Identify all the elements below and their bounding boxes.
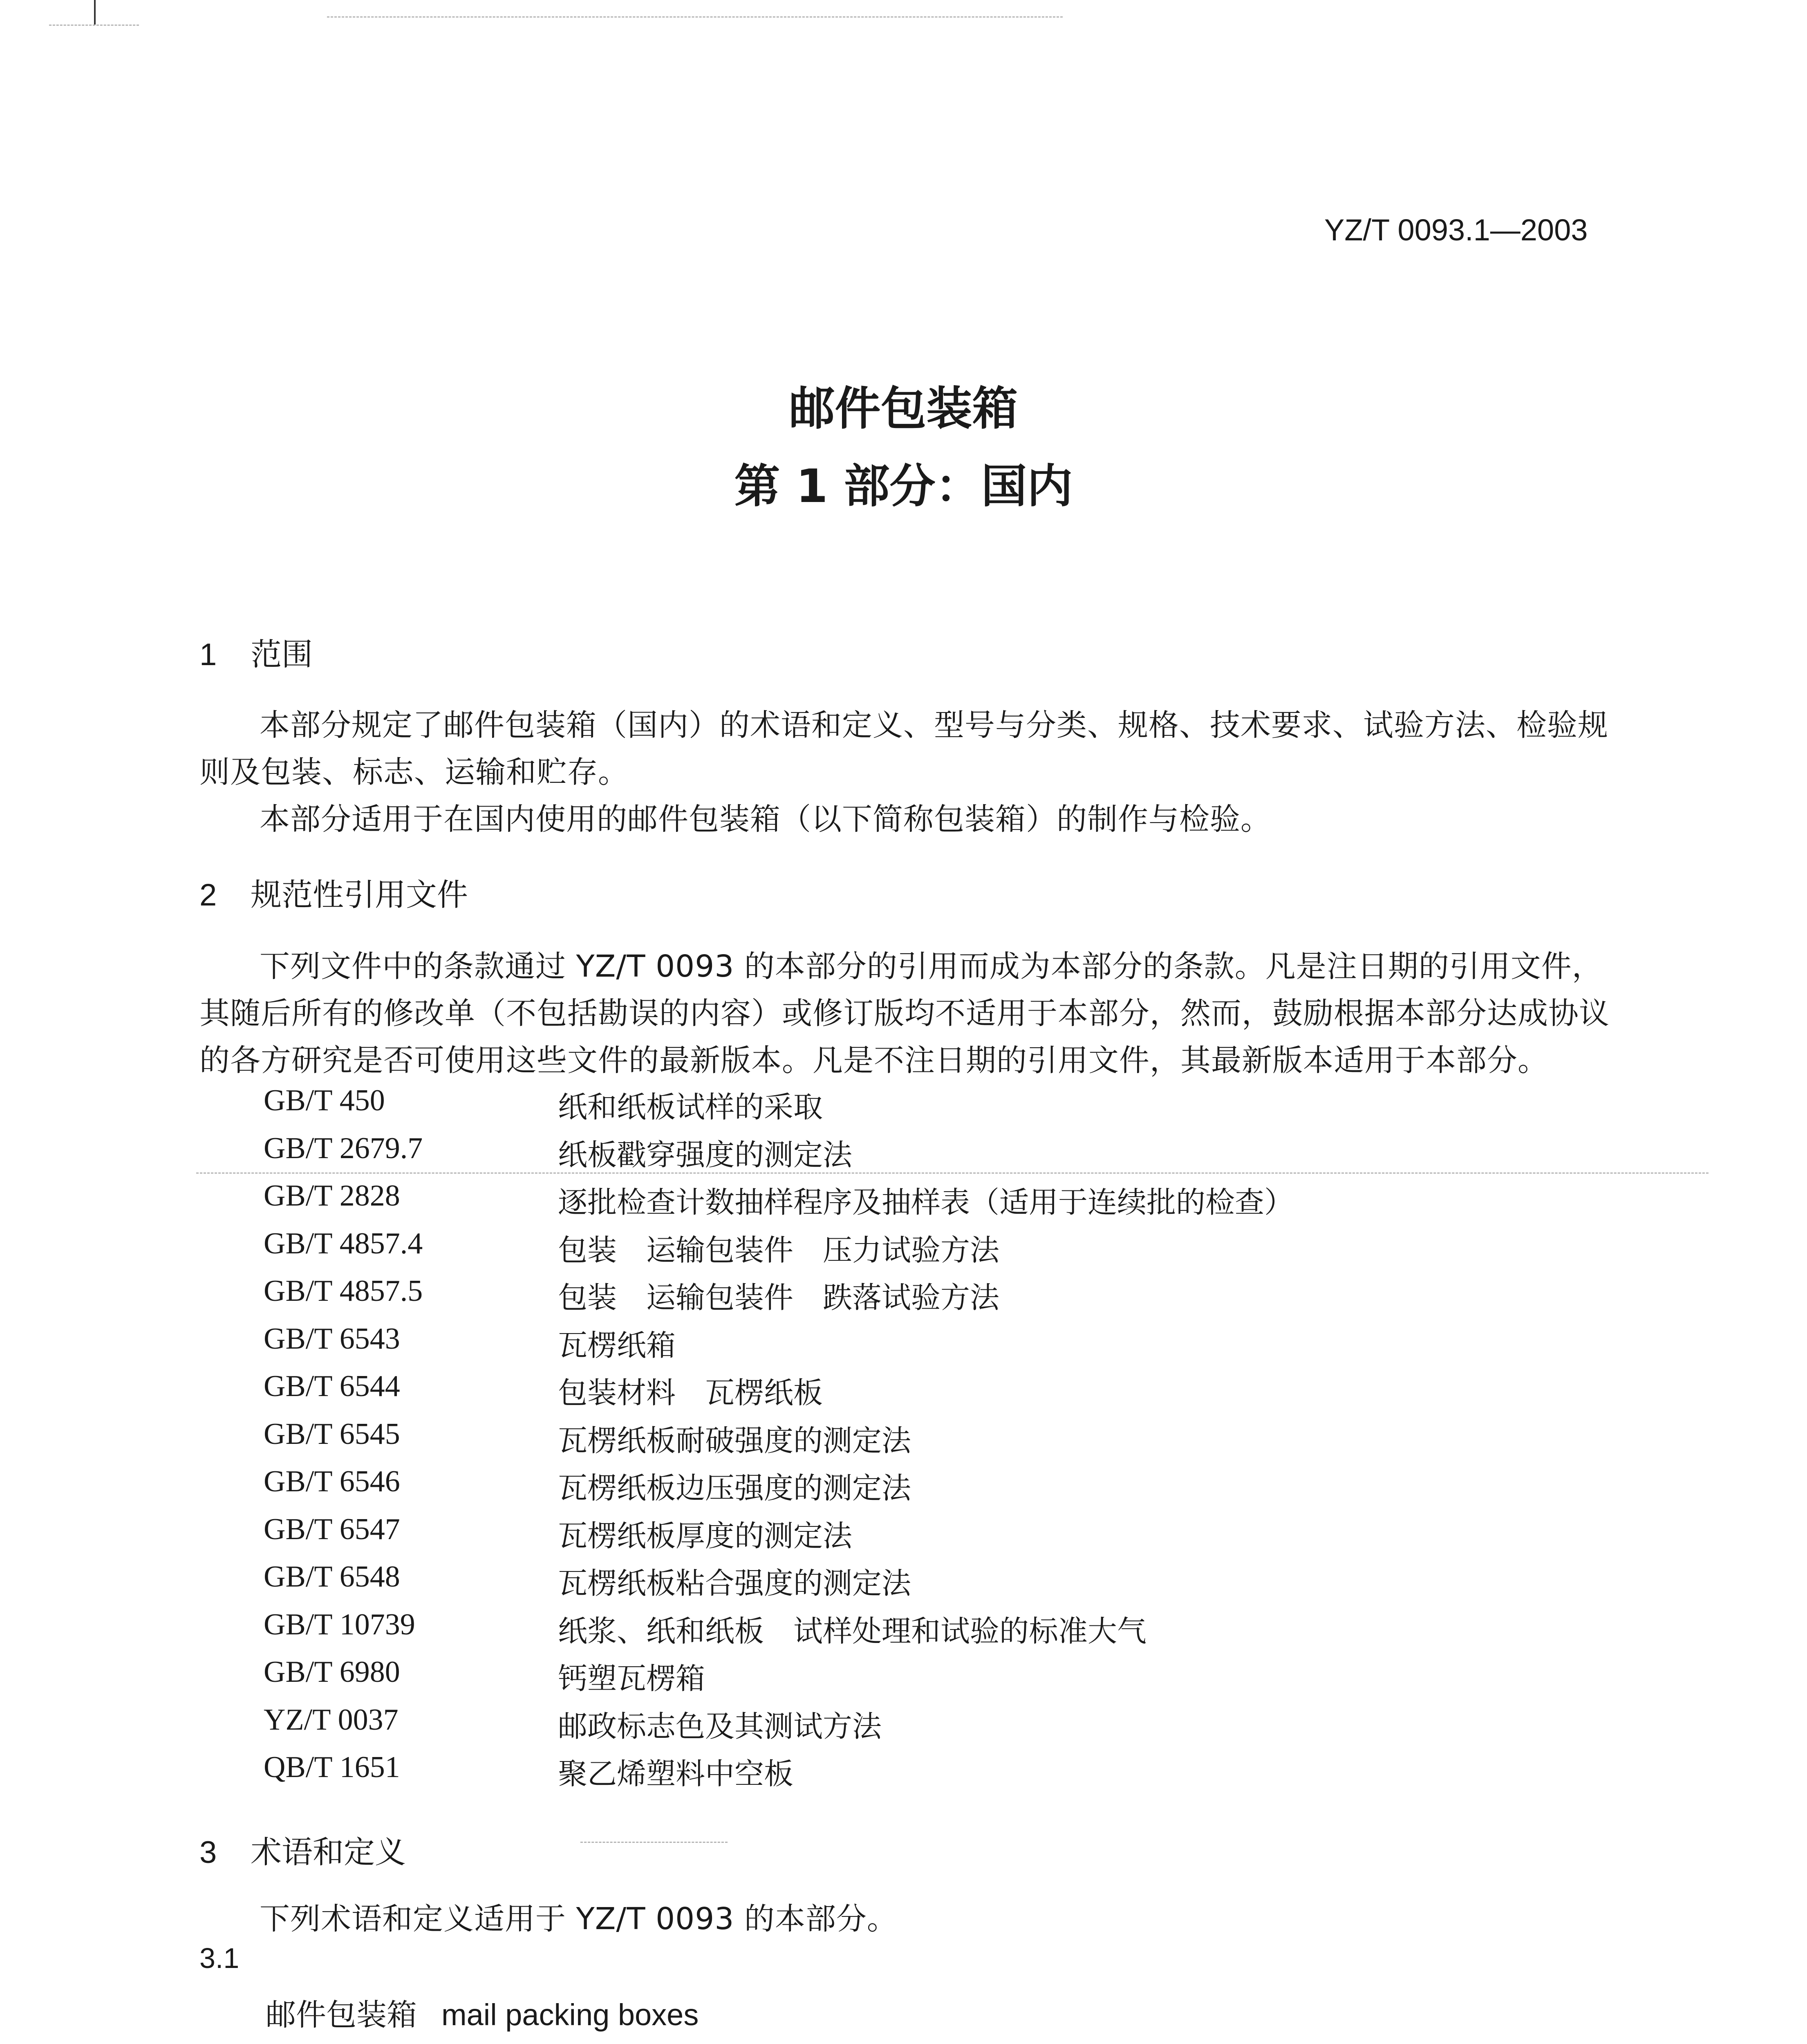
reference-title: 包装材料 瓦楞纸板 [558, 1376, 823, 1410]
section-number: 1 [199, 637, 217, 672]
term-name-zh: 邮件包装箱 [266, 1997, 417, 2033]
reference-title: 瓦楞纸箱 [558, 1328, 676, 1363]
reference-code: GB/T 6547 [264, 1513, 400, 1546]
reference-code: GB/T 2679.7 [264, 1132, 423, 1165]
reference-code: GB/T 450 [264, 1084, 385, 1117]
section-1-paragraph-2: 本部分适用于在国内使用的邮件包装箱（以下简称包装箱）的制作与检验。 [260, 802, 1271, 837]
section-1-paragraph-1-line-1: 本部分规定了邮件包装箱（国内）的术语和定义、型号与分类、规格、技术要求、试验方法、检验规 [260, 708, 1608, 743]
scan-dash-s3 [580, 1842, 728, 1843]
term-name-en: mail packing boxes [441, 1998, 699, 2032]
reference-code: GB/T 6543 [264, 1322, 400, 1356]
reference-code: GB/T 4857.4 [264, 1227, 423, 1260]
section-1-heading [199, 630, 313, 674]
term-definition [266, 2038, 1032, 2044]
section-3-heading [199, 1827, 406, 1872]
section-2-paragraph-line-3: 的各方研究是否可使用这些文件的最新版本。凡是不注日期的引用文件，其最新版本适用于本部分。 [199, 1043, 1548, 1078]
reference-title: 聚乙烯塑料中空板 [558, 1757, 794, 1791]
reference-code: YZ/T 0037 [264, 1703, 399, 1737]
reference-title: 纸板戳穿强度的测定法 [558, 1138, 853, 1172]
document-number: YZ/T 0093.1—2003 [1324, 213, 1588, 247]
reference-code: QB/T 1651 [264, 1750, 400, 1784]
section-1-paragraph-1-line-2: 则及包装、标志、运输和贮存。 [199, 755, 629, 790]
section-number: 2 [199, 878, 217, 912]
reference-code: GB/T 6980 [264, 1655, 400, 1689]
scan-dash-top-2 [327, 16, 1063, 18]
reference-title: 纸浆、纸和纸板 试样处理和试验的标准大气 [558, 1614, 1147, 1648]
section-title: 范围 [251, 636, 313, 672]
section-title: 规范性引用文件 [251, 876, 468, 913]
term-heading [266, 1991, 699, 2034]
section-2-paragraph-line-1: 下列文件中的条款通过 YZ/T 0093 的本部分的引用而成为本部分的条款。凡是注日期的引用文件， [260, 949, 1603, 984]
section-title: 术语和定义 [251, 1834, 406, 1870]
reference-title: 包装 运输包装件 压力试验方法 [558, 1233, 1000, 1267]
reference-title: 包装 运输包装件 跌落试验方法 [558, 1280, 1000, 1315]
scan-dash-mid [196, 1172, 1708, 1174]
reference-title: 瓦楞纸板边压强度的测定法 [558, 1471, 911, 1505]
reference-title: 瓦楞纸板粘合强度的测定法 [558, 1566, 911, 1600]
reference-title: 瓦楞纸板厚度的测定法 [558, 1519, 853, 1553]
section-number: 3 [199, 1835, 217, 1870]
reference-title: 瓦楞纸板耐破强度的测定法 [558, 1423, 911, 1458]
reference-code: GB/T 10739 [264, 1608, 415, 1641]
reference-code: GB/T 6545 [264, 1417, 400, 1451]
reference-title: 钙塑瓦楞箱 [558, 1661, 705, 1696]
scan-mark-top [94, 0, 96, 25]
reference-code: GB/T 6546 [264, 1465, 400, 1498]
section-2-paragraph-line-2: 其随后所有的修改单（不包括勘误的内容）或修订版均不适用于本部分，然而，鼓励根据本部分达成协议 [199, 996, 1610, 1031]
reference-code: GB/T 6548 [264, 1560, 400, 1594]
scan-dash-top-1 [49, 25, 139, 26]
reference-title: 纸和纸板试样的采取 [558, 1090, 823, 1124]
reference-code: GB/T 2828 [264, 1179, 400, 1213]
title-line-2: 第 1 部分：国内 [734, 460, 1073, 513]
section-2-heading [199, 870, 468, 914]
reference-code: GB/T 4857.5 [264, 1274, 423, 1308]
reference-title: 邮政标志色及其测试方法 [558, 1709, 882, 1744]
reference-code: GB/T 6544 [264, 1369, 400, 1403]
title-line-1: 邮件包装箱 [789, 382, 1018, 435]
reference-title: 逐批检查计数抽样程序及抽样表（适用于连续批的检查） [558, 1185, 1294, 1219]
term-number: 3.1 [199, 1942, 240, 1974]
section-3-intro: 下列术语和定义适用于 YZ/T 0093 的本部分。 [260, 1901, 898, 1936]
